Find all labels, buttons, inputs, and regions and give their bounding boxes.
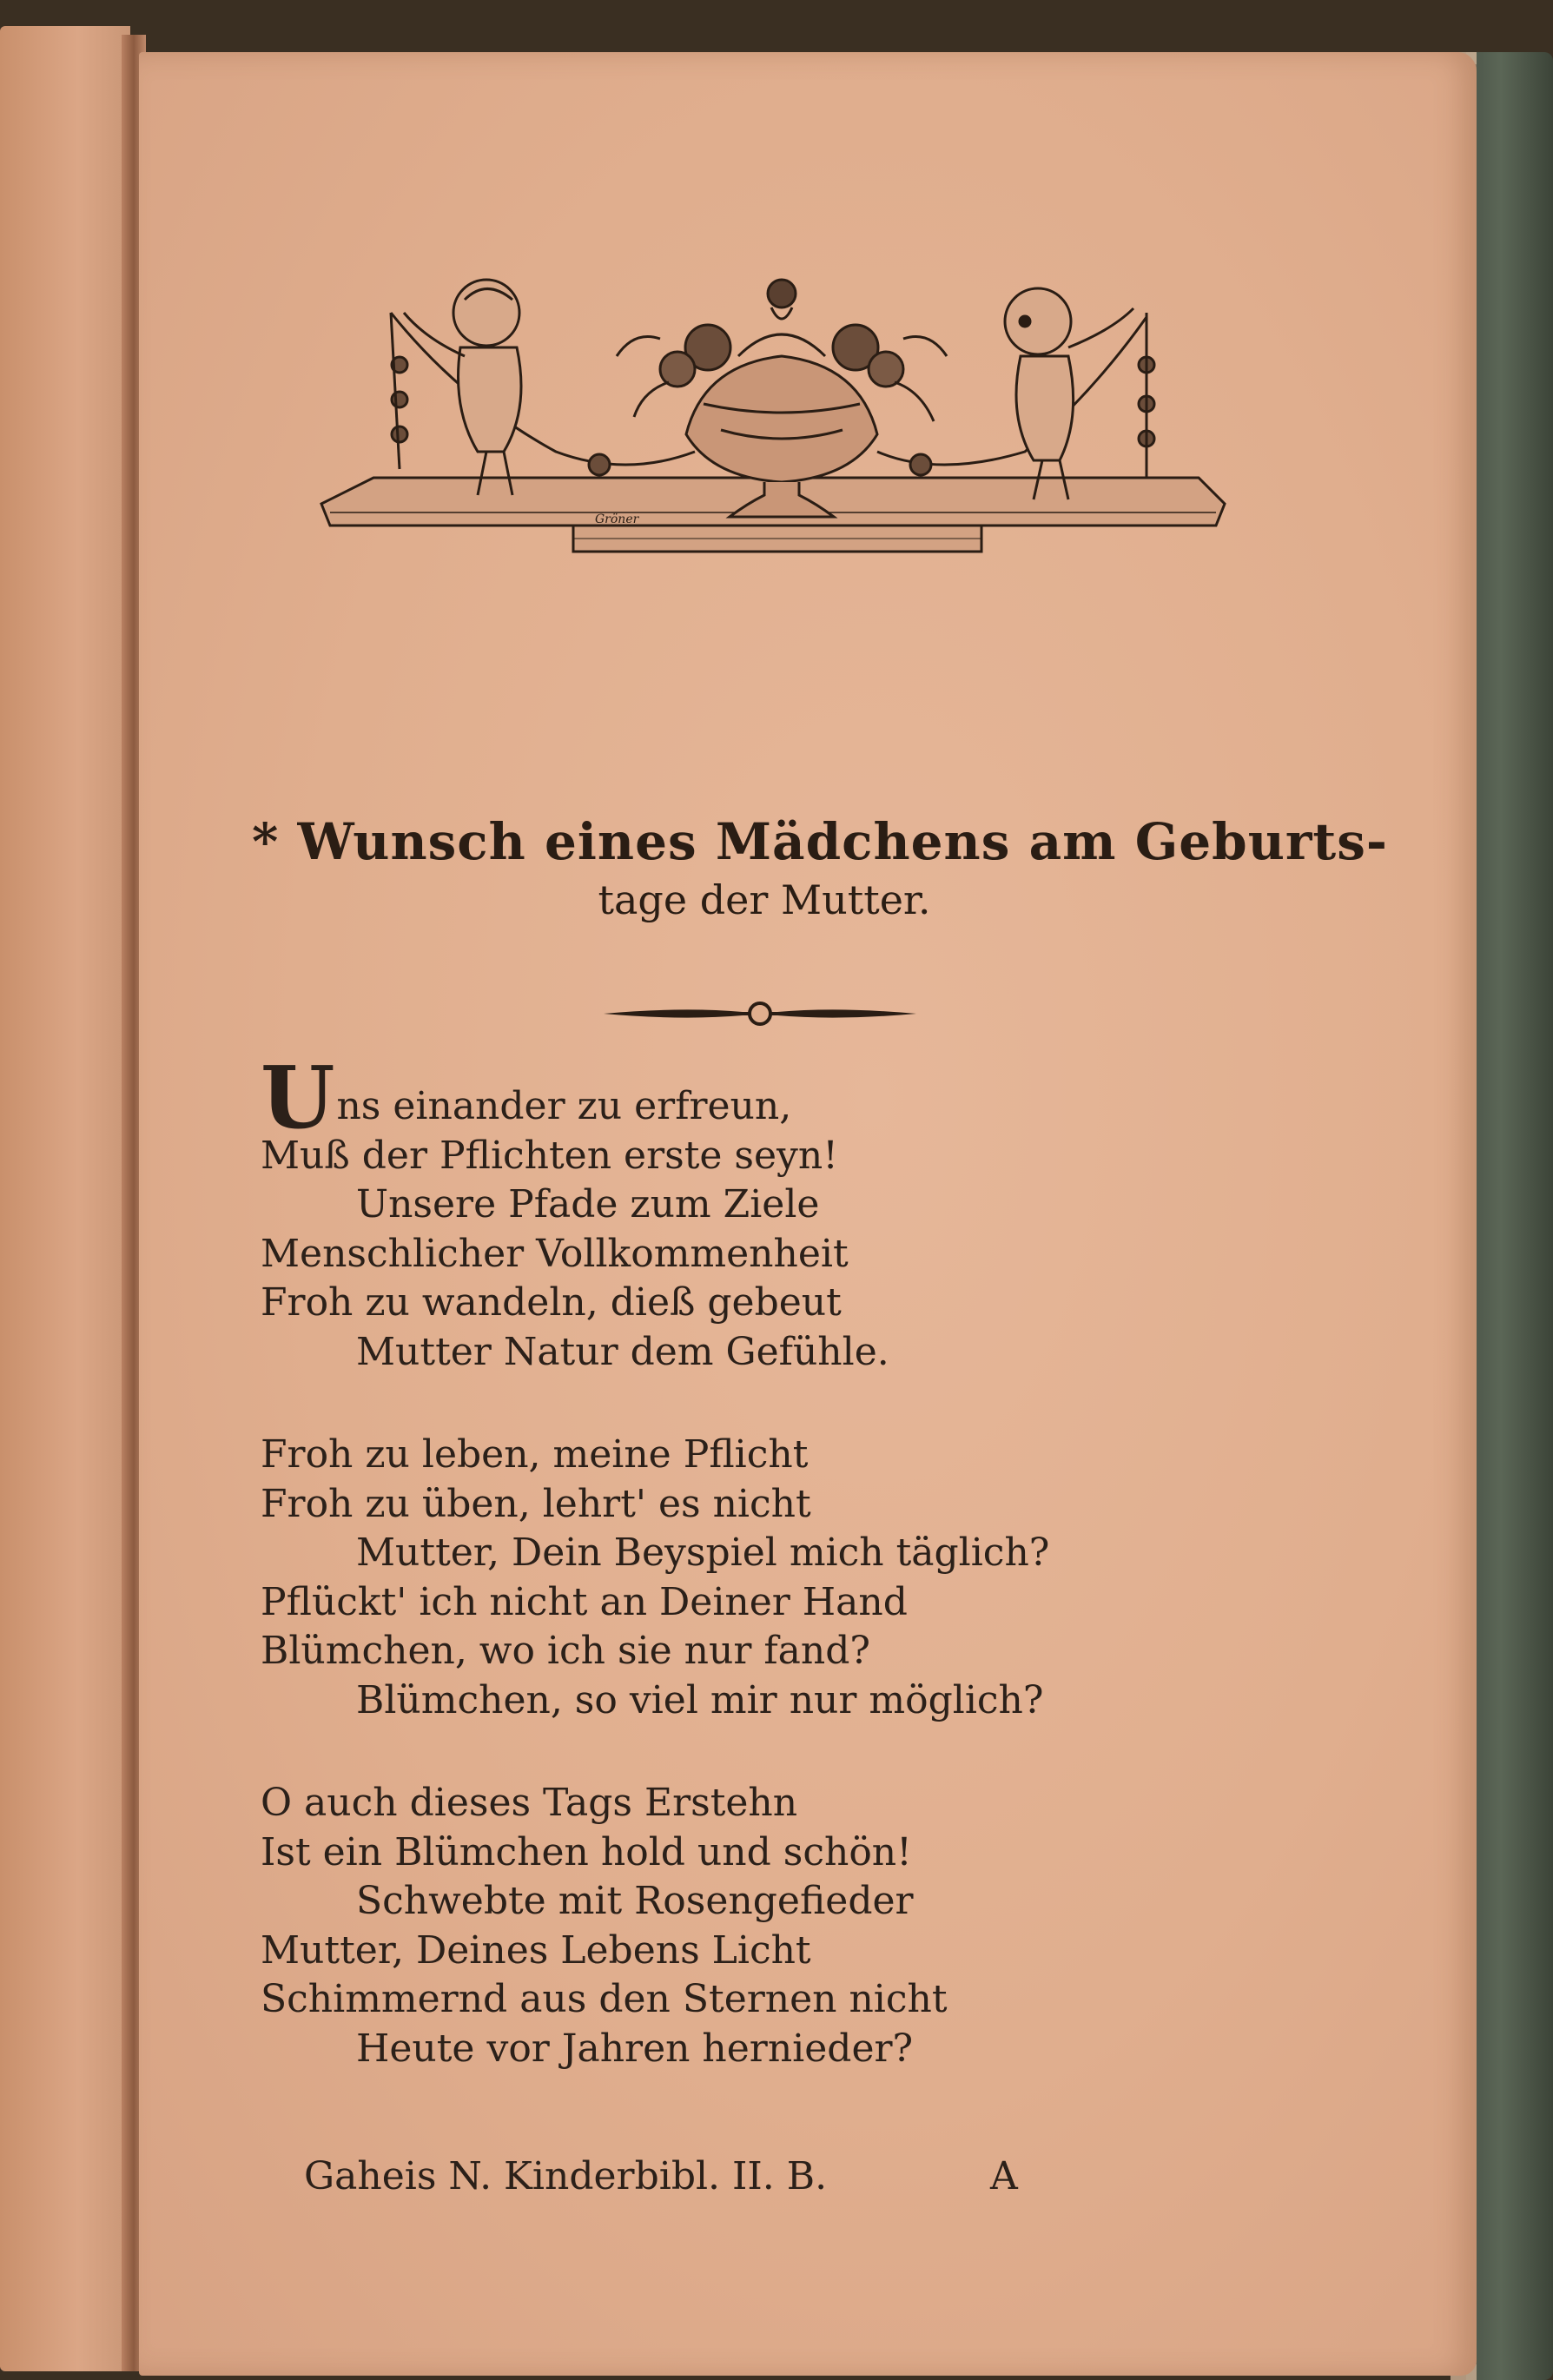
poem-line: Blümchen, so viel mir nur möglich?	[356, 1677, 1044, 1722]
poem-title	[252, 812, 1388, 923]
poem-line: Pflückt' ich nicht an Deiner Hand	[261, 1579, 908, 1624]
ornamental-rule-icon	[604, 995, 916, 1033]
stanza-2	[261, 1431, 1303, 1725]
drop-cap: U	[261, 1048, 335, 1148]
poem-line: Heute vor Jahren hernieder?	[356, 2026, 914, 2071]
poem-line: Mutter Natur dem Gefühle.	[356, 1329, 889, 1374]
poem-line	[261, 1048, 1303, 1148]
poem-line: O auch dieses Tags Erstehn	[261, 1781, 798, 1825]
stanza-3	[261, 1779, 1303, 2073]
left-page-edge	[0, 26, 130, 2371]
poem-body	[261, 1048, 1303, 2127]
signature-line: Gaheis N. Kinderbibl. II. B.	[304, 2154, 828, 2198]
stanza-1	[261, 1048, 1303, 1377]
poem-line: Mutter, Deines Lebens Licht	[261, 1927, 811, 1973]
signature-mark: A	[990, 2154, 1018, 2198]
cherub-right-icon	[1005, 288, 1133, 499]
poem-line: Muß der Pflichten erste seyn!	[261, 1133, 838, 1178]
poem-line: Schwebte mit Rosengefieder	[356, 1879, 914, 1923]
poem-line: Froh zu üben, lehrt' es nicht	[261, 1481, 811, 1526]
book-spine	[1466, 52, 1553, 2380]
poem-line: Menschlicher Vollkommenheit	[261, 1231, 849, 1276]
poem-line: Unsere Pfade zum Ziele	[356, 1182, 820, 1226]
poem-line: Froh zu wandeln, dieß gebeut	[261, 1280, 842, 1325]
poem-line: Mutter, Dein Beyspiel mich täglich?	[356, 1530, 1050, 1575]
vignette-illustration	[313, 217, 1233, 582]
title-line-1: * Wunsch eines Mädchens am Geburts-	[252, 812, 1388, 871]
title-line-2: tage der Mutter.	[598, 876, 931, 923]
page-footer	[304, 2154, 1259, 2206]
poem-line: Blümchen, wo ich sie nur fand?	[261, 1629, 870, 1673]
poem-line-text: ns einander zu erfreun,	[336, 1084, 792, 1128]
poem-line: Ist ein Blümchen hold und schön!	[261, 1829, 912, 1874]
poem-line: Froh zu leben, meine Pflicht	[261, 1432, 809, 1477]
poem-line: Schimmernd aus den Sternen nicht	[261, 1977, 948, 2021]
engraver-signature: Gröner	[595, 512, 639, 526]
cherub-left-icon	[404, 280, 521, 495]
